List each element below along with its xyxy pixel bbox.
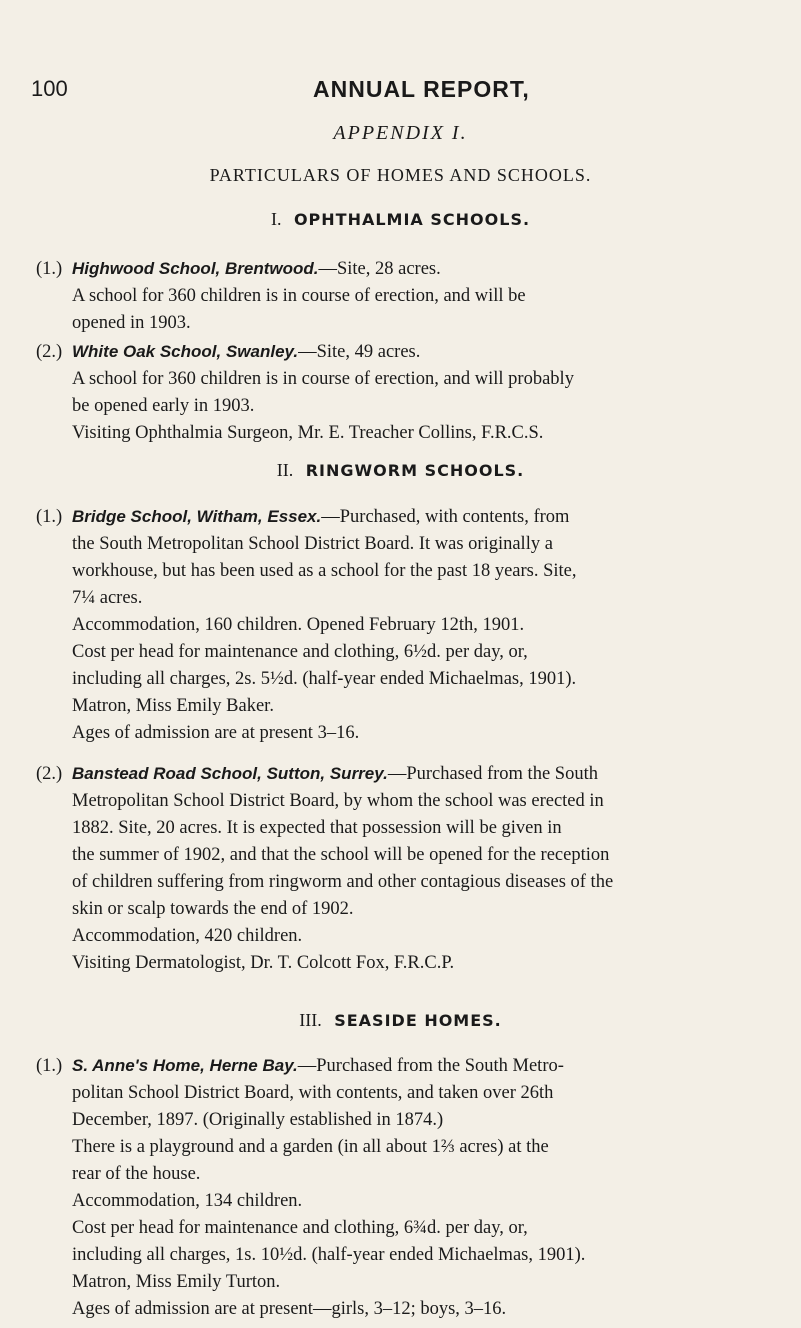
entry-line: the summer of 1902, and that the school will be opened for the reception — [72, 845, 610, 865]
entry-number: (2.) — [36, 342, 63, 362]
entry-number: (1.) — [36, 1056, 63, 1076]
section-numeral: III. — [299, 1010, 322, 1030]
entry-line: 7¼ acres. — [72, 588, 143, 608]
entry-line: There is a playground and a garden (in all about 1⅔ acres) at the — [72, 1137, 549, 1157]
entry-line: Accommodation, 134 children. — [72, 1191, 303, 1211]
section-numeral: II. — [276, 460, 294, 480]
entry-line: Visiting Dermatologist, Dr. T. Colcott Fox, F.R.C.P. — [72, 953, 455, 973]
running-head: ANNUAL REPORT, — [313, 76, 530, 102]
entry-line: Ages of admission are at present—girls, 3–12; boys, 3–16. — [72, 1299, 507, 1319]
entry-name: S. Anne's Home, Herne Bay. — [72, 1056, 298, 1075]
entry-number: (2.) — [36, 764, 63, 784]
entry-line: December, 1897. (Originally established in 1874.) — [72, 1110, 444, 1130]
entry-line: A school for 360 children is in course of erection, and will probably — [72, 369, 574, 389]
section-heading-ophthalmia — [0, 209, 801, 230]
entry-line: Matron, Miss Emily Turton. — [72, 1272, 281, 1292]
entry-name: White Oak School, Swanley. — [72, 342, 299, 361]
entry-line: of children suffering from ringworm and other contagious diseases of the — [72, 872, 614, 892]
entry-line: skin or scalp towards the end of 1902. — [72, 899, 354, 919]
entry-line: politan School District Board, with contents, and taken over 26th — [72, 1083, 554, 1103]
entry-number: (1.) — [36, 507, 63, 527]
entry-line: including all charges, 1s. 10½d. (half-year ended Michaelmas, 1901). — [72, 1245, 586, 1265]
entry-s-annes-home — [36, 1052, 776, 1323]
entry-white-oak-school — [36, 338, 776, 447]
entry-line: the South Metropolitan School District Board. It was originally a — [72, 534, 553, 554]
document-subtitle: PARTICULARS OF HOMES AND SCHOOLS. — [209, 165, 592, 185]
entry-line: Matron, Miss Emily Baker. — [72, 696, 274, 716]
entry-line: Ages of admission are at present 3–16. — [72, 723, 360, 743]
entry-line: rear of the house. — [72, 1164, 201, 1184]
entry-line: opened in 1903. — [72, 313, 191, 333]
section-title: SEASIDE HOMES. — [334, 1011, 502, 1030]
entry-name: Bridge School, Witham, Essex. — [72, 507, 322, 526]
entry-line: Metropolitan School District Board, by whom the school was erected in — [72, 791, 604, 811]
entry-text: —Site, 28 acres. — [318, 259, 441, 279]
entry-line: Accommodation, 160 children. Opened February 12th, 1901. — [72, 615, 525, 635]
entry-number: (1.) — [36, 259, 63, 279]
entry-line: 1882. Site, 20 acres. It is expected that possession will be given in — [72, 818, 562, 838]
entry-line: A school for 360 children is in course of erection, and will be — [72, 286, 526, 306]
entry-line: Cost per head for maintenance and clothing, 6½d. per day, or, — [72, 642, 528, 662]
entry-line: workhouse, but has been used as a school for the past 18 years. Site, — [72, 561, 577, 581]
entry-line: including all charges, 2s. 5½d. (half-year ended Michaelmas, 1901). — [72, 669, 577, 689]
section-title: OPHTHALMIA SCHOOLS. — [293, 210, 531, 229]
page-header — [0, 76, 801, 106]
entry-line: Visiting Ophthalmia Surgeon, Mr. E. Treacher Collins, F.R.C.S. — [72, 423, 544, 443]
section-heading-ringworm — [0, 460, 801, 481]
entry-highwood-school — [36, 255, 776, 337]
entry-text: —Purchased from the South — [387, 764, 598, 784]
entry-name: Highwood School, Brentwood. — [72, 259, 319, 278]
section-title: RINGWORM SCHOOLS. — [305, 461, 525, 480]
entry-text: —Purchased, with contents, from — [321, 507, 570, 527]
entry-text: —Purchased from the South Metro- — [297, 1056, 564, 1076]
section-numeral: I. — [270, 209, 282, 229]
appendix-title: APPENDIX I. — [333, 122, 468, 144]
entry-line: Cost per head for maintenance and clothing, 6¾d. per day, or, — [72, 1218, 528, 1238]
entry-name: Banstead Road School, Sutton, Surrey. — [72, 764, 388, 783]
section-heading-seaside — [0, 1010, 801, 1031]
page-number: 100 — [31, 76, 68, 101]
entry-line: Accommodation, 420 children. — [72, 926, 303, 946]
entry-bridge-school — [36, 503, 776, 747]
entry-text: —Site, 49 acres. — [298, 342, 421, 362]
entry-line: be opened early in 1903. — [72, 396, 255, 416]
entry-banstead-road-school — [36, 760, 776, 977]
